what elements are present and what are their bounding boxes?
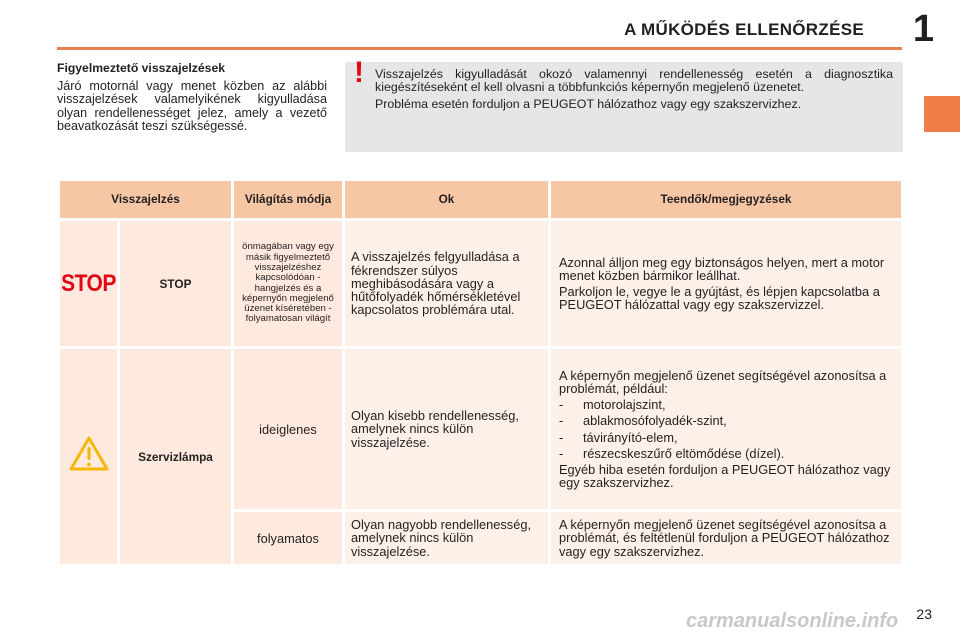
table-row-stop [59, 220, 903, 348]
intro-text: Járó motornál vagy menet közben az alábbi visszajelzések valamelyikének kigyulladása olyan rendellenességet jelez, amely a vezető beavatkozását teszi szükségessé. [57, 78, 327, 133]
stop-action-2: Parkoljon le, vegye le a gyújtást, és lépjen kapcsolatba a PEUGEOT hálózattal vagy egy szakszervizzel. [559, 284, 880, 313]
list-item: - részecskeszűrő eltömődése (dízel). [559, 445, 785, 461]
chapter-number: 1 [912, 8, 934, 50]
list-item: - távirányító-elem, [559, 429, 678, 445]
warning-note-text-1: Visszajelzés kigyulladását okozó valamennyi rendellenesség esetén a diagnosztika kiegészítéseként el kell olvasni a többfunkciós képernyőn megjelenő üzenetet. [375, 67, 893, 95]
stop-icon-cell [59, 220, 119, 348]
watermark: carmanualsonline.info [686, 610, 899, 632]
page-number: 23 [916, 606, 932, 622]
service-action-outro: Egyéb hiba esetén forduljon a PEUGEOT hálózathoz vagy egy szakszervizhez. [559, 461, 891, 491]
header-vilagitas: Világítás módja [233, 180, 344, 220]
page-title: A MŰKÖDÉS ELLENŐRZÉSE [624, 20, 864, 39]
exclamation-icon: ! [354, 56, 364, 89]
service-cause-temporary: Olyan kisebb rendellenesség, amelynek nincs külön visszajelzése. [344, 348, 550, 511]
stop-cause: A visszajelzés felgyulladása a fékrendszer súlyos meghibásodására vagy a hűtőfolyadék hőmérsékletével kapcsolatos problémára utal. [344, 220, 550, 348]
intro-section [57, 62, 327, 134]
stop-action [550, 220, 903, 348]
service-mode-temporary: ideiglenes [233, 348, 344, 511]
stop-name: STOP [119, 220, 233, 348]
stop-mode: önmagában vagy egy másik figyelmeztető visszajelzéshez kapcsolódóan - hangjelzés és a képernyőn megjelenő üzenet kíséretében - folyamatosan világít [233, 220, 344, 348]
service-cause-continuous: Olyan nagyobb rendellenesség, amelynek nincs külön visszajelzése. [344, 511, 550, 566]
service-warning-triangle-icon [69, 436, 109, 472]
table-row-service-temporary [59, 348, 903, 511]
chapter-tab-marker [924, 96, 960, 132]
header-visszajelzes: Visszajelzés [59, 180, 233, 220]
service-name: Szervizlámpa [119, 348, 233, 566]
header-divider [57, 47, 902, 50]
list-item: - motorolajszint, [559, 397, 666, 413]
header-teendok: Teendők/megjegyzések [550, 180, 903, 220]
intro-title: Figyelmeztető visszajelzések [57, 61, 226, 75]
table-header-row [59, 180, 903, 220]
warning-note-box [345, 56, 903, 152]
header-ok: Ok [344, 180, 550, 220]
warning-lights-table [57, 178, 904, 567]
list-item: - ablakmosófolyadék-szint, [559, 413, 727, 429]
stop-action-1: Azonnal álljon meg egy biztonságos helyen, mert a motor menet közben bármikor leállhat. [559, 254, 885, 283]
service-action-intro: A képernyőn megjelenő üzenet segítségével azonosítsa a problémát, például: [559, 367, 887, 396]
service-mode-continuous: folyamatos [233, 511, 344, 566]
service-action-temporary [550, 348, 903, 511]
service-icon-cell [59, 348, 119, 566]
service-action-continuous: A képernyőn megjelenő üzenet segítségével azonosítsa a problémát, és feltétlenül forduljon a PEUGEOT hálózathoz vagy egy szakszervizhez. [550, 511, 903, 566]
warning-note-text-2: Probléma esetén forduljon a PEUGEOT hálózathoz vagy egy szakszervizhez. [375, 97, 802, 112]
stop-warning-icon: STOP [61, 269, 116, 297]
